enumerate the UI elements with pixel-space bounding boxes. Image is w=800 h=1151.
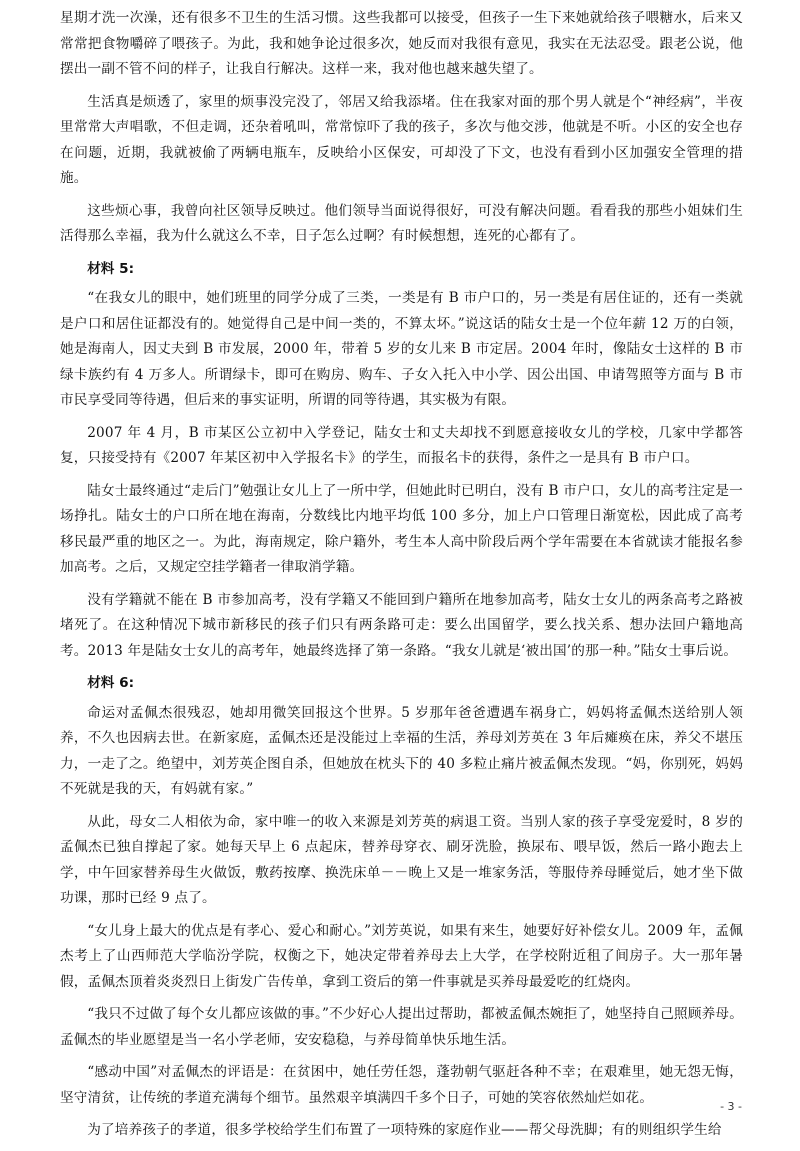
material-5-paragraph: 没有学籍就不能在 B 市参加高考，没有学籍又不能回到户籍所在地参加高考，陆女士女儿的两条高考之路被堵死了。在这种情况下城市新移民的孩子们只有两条路可走：要么出国留学，要么找关系、想办法回户籍地高考。2013 年是陆女士女儿的高考年，她最终选择了第一条路。“我女儿就是‘被出国’的那一种。”陆女士事后说。 bbox=[60, 591, 743, 659]
material-6-paragraph: “我只不过做了每个女儿都应该做的事。”不少好心人提出过帮助，都被孟佩杰婉拒了，她坚持自己照顾养母。孟佩杰的毕业愿望是当一名小学老师，安安稳稳，与养母简单快乐地生活。 bbox=[60, 1006, 743, 1048]
page-content bbox=[60, 6, 743, 1151]
material-5-heading: 材料 5: bbox=[87, 260, 135, 277]
material-5-paragraph: 陆女士最终通过“走后门”勉强让女儿上了一所中学，但她此时已明白，没有 B 市户口，女儿的高考注定是一场挣扎。陆女士的户口所在地在海南，分数线比内地平均低 100 多分，加上户口管理日渐宽松，因此成了高考移民最严重的地区之一。为此，海南规定，除户籍外，考生本人高中阶段后两个学年需要在本省就读才能报名参加高考。之后，又规定空挂学籍者一律取消学籍。 bbox=[60, 482, 743, 575]
material-6-paragraph: “女儿身上最大的优点是有孝心、爱心和耐心。”刘芳英说，如果有来生，她要好好补偿女儿。2009 年，孟佩杰考上了山西师范大学临汾学院，权衡之下，她决定带着养母去上大学，在学校附近租了间房子。大一那年暑假，孟佩杰顶着炎炎烈日上街发广告传单，拿到工资后的第一件事就是买养母最爱吃的红烧肉。 bbox=[60, 922, 743, 990]
material-6-paragraph: 为了培养孩子的孝道，很多学校给学生们布置了一项特殊的家庭作业——帮父母洗脚；有的则组织学生给 bbox=[87, 1122, 722, 1138]
material-5-paragraph: 2007 年 4 月，B 市某区公立初中入学登记，陆女士和丈夫却找不到愿意接收女儿的学校，几家中学都答复，只接受持有《2007 年某区初中入学报名卡》的学生，而报名卡的获得，条件之一是具有 B 市户口。 bbox=[60, 424, 743, 466]
material-6-heading: 材料 6: bbox=[87, 675, 135, 691]
material-6-paragraph: “感动中国”对孟佩杰的评语是：在贫困中，她任劳任怨，蓬勃朝气驱赶各种不幸；在艰难里，她无怨无悔，坚守清贫，让传统的孝道充满每个细节。虽然艰辛填满四千多个日子，可她的笑容依然灿烂如花。 bbox=[60, 1064, 743, 1106]
paragraph: 生活真是烦透了，家里的烦事没完没了，邻居又给我添堵。住在我家对面的那个男人就是个“神经病”，半夜里常常大声唱歌，不但走调，还杂着吼叫，常常惊吓了我的孩子，多次与他交涉，他就是不听。小区的安全也存在问题，近期，我就被偷了两辆电瓶车，反映给小区保安，可却没了下文，也没有看到小区加强安全管理的措施。 bbox=[60, 93, 743, 186]
material-5-paragraph: “在我女儿的眼中，她们班里的同学分成了三类，一类是有 B 市户口的，另一类是有居住证的，还有一类就是户口和居住证都没有的。她觉得自己是中间一类的，不算太坏。”说这话的陆女士是一个位年薪 12 万的白领，她是海南人，因丈夫到 B 市发展，2000 年，带着 5 岁的女儿来 B 市定居。2004 年时，像陆女士这样的 B 市绿卡族约有 4 万多人。所谓绿卡，即可在购房、购车、子女入托入中小学、因公出国、申请驾照等方面与 B 市市民享受同等待遇，但后来的事实证明，所谓的同等待遇，其实极为有限。 bbox=[60, 290, 743, 408]
material-6-paragraph: 命运对孟佩杰很残忍，她却用微笑回报这个世界。5 岁那年爸爸遭遇车祸身亡，妈妈将孟佩杰送给别人领养，不久也因病去世。在新家庭，孟佩杰还是没能过上幸福的生活，养母刘芳英在 3 年后瘫痪在床，养父不堪压力，一走了之。绝望中，刘芳英企图自杀，但她放在枕头下的 40 多粒止痛片被孟佩杰发现。“妈，你别死，妈妈不死就是我的天，有妈就有家。” bbox=[60, 704, 743, 797]
page-number: - 3 - bbox=[720, 1100, 742, 1113]
paragraph-continued: 星期才洗一次澡，还有很多不卫生的生活习惯。这些我都可以接受，但孩子一生下来她就给孩子喂糖水，后来又常常把食物嚼碎了喂孩子。为此，我和她争论过很多次，她反而对我很有意见，我实在无法忍受。跟老公说，他摆出一副不管不问的样子，让我自行解决。这样一来，我对他也越来越失望了。 bbox=[60, 10, 743, 77]
material-6-paragraph: 从此，母女二人相依为命，家中唯一的收入来源是刘芳英的病退工资。当别人家的孩子享受宠爱时，8 岁的孟佩杰已独自撑起了家。她每天早上 6 点起床，替养母穿衣、刷牙洗脸，换尿布、喂早饭，然后一路小跑去上学，中午回家替养母生火做饭，敷药按摩、换洗床单－－晚上又是一堆家务活，等服侍养母睡觉后，她才坐下做功课，那时已经 9 点了。 bbox=[60, 813, 743, 906]
paragraph: 这些烦心事，我曾向社区领导反映过。他们领导当面说得很好，可没有解决问题。看看我的那些小姐妹们生活得那么幸福，我为什么就这么不幸，日子怎么过啊？有时候想想，连死的心都有了。 bbox=[60, 202, 743, 244]
